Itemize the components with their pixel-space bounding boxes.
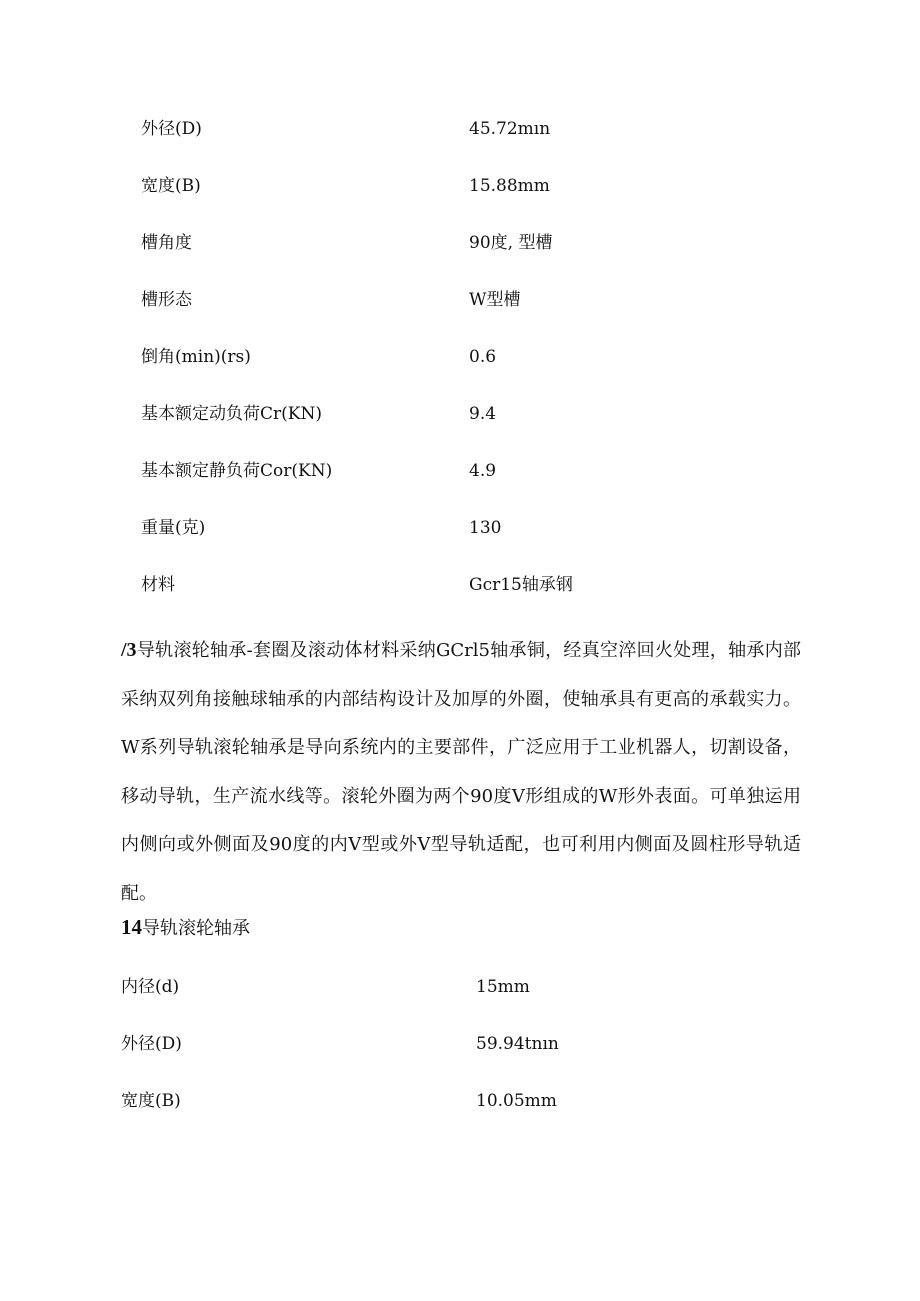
spec-label: 材料 [141, 575, 175, 595]
spec-value: 130 [469, 518, 502, 538]
table-row [0, 285, 920, 315]
paragraph-number: /3 [121, 639, 137, 661]
spec-label: 基本额定动负荷Cr(KN) [141, 404, 322, 424]
spec-value: 4.9 [469, 461, 497, 481]
table-row [0, 513, 920, 543]
paragraph-text: 导轨滚轮轴承-套圈及滚动体材料采纳GCrl5轴承铜，经真空淬回火处理，轴承内部采纳双列角接触球轴承的内部结构设计及加厚的外圈，使轴承具有更高的承载实力。W系列导轨滚轮轴承是导向系统内的主要部件，广泛应用于工业机器人，切割设备，移动导轨，生产流水线等。滚轮外圈为两个90度V形组成的W形外表面。可单独运用内侧向或外侧面及90度的内V型或外V型导轨适配，也可利用内侧面及圆柱形导轨适配。 [121, 640, 801, 904]
heading-number: 14 [121, 915, 142, 939]
spec-value: 0.6 [469, 347, 497, 367]
table-row [0, 228, 920, 258]
spec-label: 重量(克) [141, 518, 206, 538]
spec-value: 15.88mm [469, 176, 550, 196]
spec-value: 9.4 [469, 404, 497, 424]
table-row [0, 456, 920, 486]
spec-label: 宽度(B) [121, 1091, 181, 1111]
spec-value: 45.72mın [469, 119, 551, 139]
table-row [0, 342, 920, 372]
table-row [0, 1029, 920, 1059]
spec-label: 槽形态 [141, 290, 192, 310]
description-paragraph [121, 626, 801, 918]
spec-value: Gcr15轴承钢 [469, 575, 573, 595]
table-row [0, 114, 920, 144]
spec-value: 10.05mm [476, 1091, 557, 1111]
table-row [0, 570, 920, 600]
spec-label: 倒角(min)(rs) [141, 347, 251, 367]
table-row [0, 171, 920, 201]
table-row [0, 1086, 920, 1116]
spec-value: 15mm [476, 977, 530, 997]
spec-value: 90度, 型槽 [469, 233, 553, 253]
spec-label: 宽度(B) [141, 176, 201, 196]
spec-label: 基本额定静负荷Cor(KN) [141, 461, 333, 481]
section-heading [121, 912, 250, 944]
heading-text: 导轨滚轮轴承 [142, 918, 250, 939]
spec-value: 59.94tnın [476, 1034, 559, 1054]
spec-label: 外径(D) [141, 119, 202, 139]
spec-value: W型槽 [469, 290, 521, 310]
spec-label: 槽角度 [141, 233, 192, 253]
table-row [0, 972, 920, 1002]
spec-label: 内径(d) [121, 977, 180, 997]
spec-label: 外径(D) [121, 1034, 182, 1054]
table-row [0, 399, 920, 429]
